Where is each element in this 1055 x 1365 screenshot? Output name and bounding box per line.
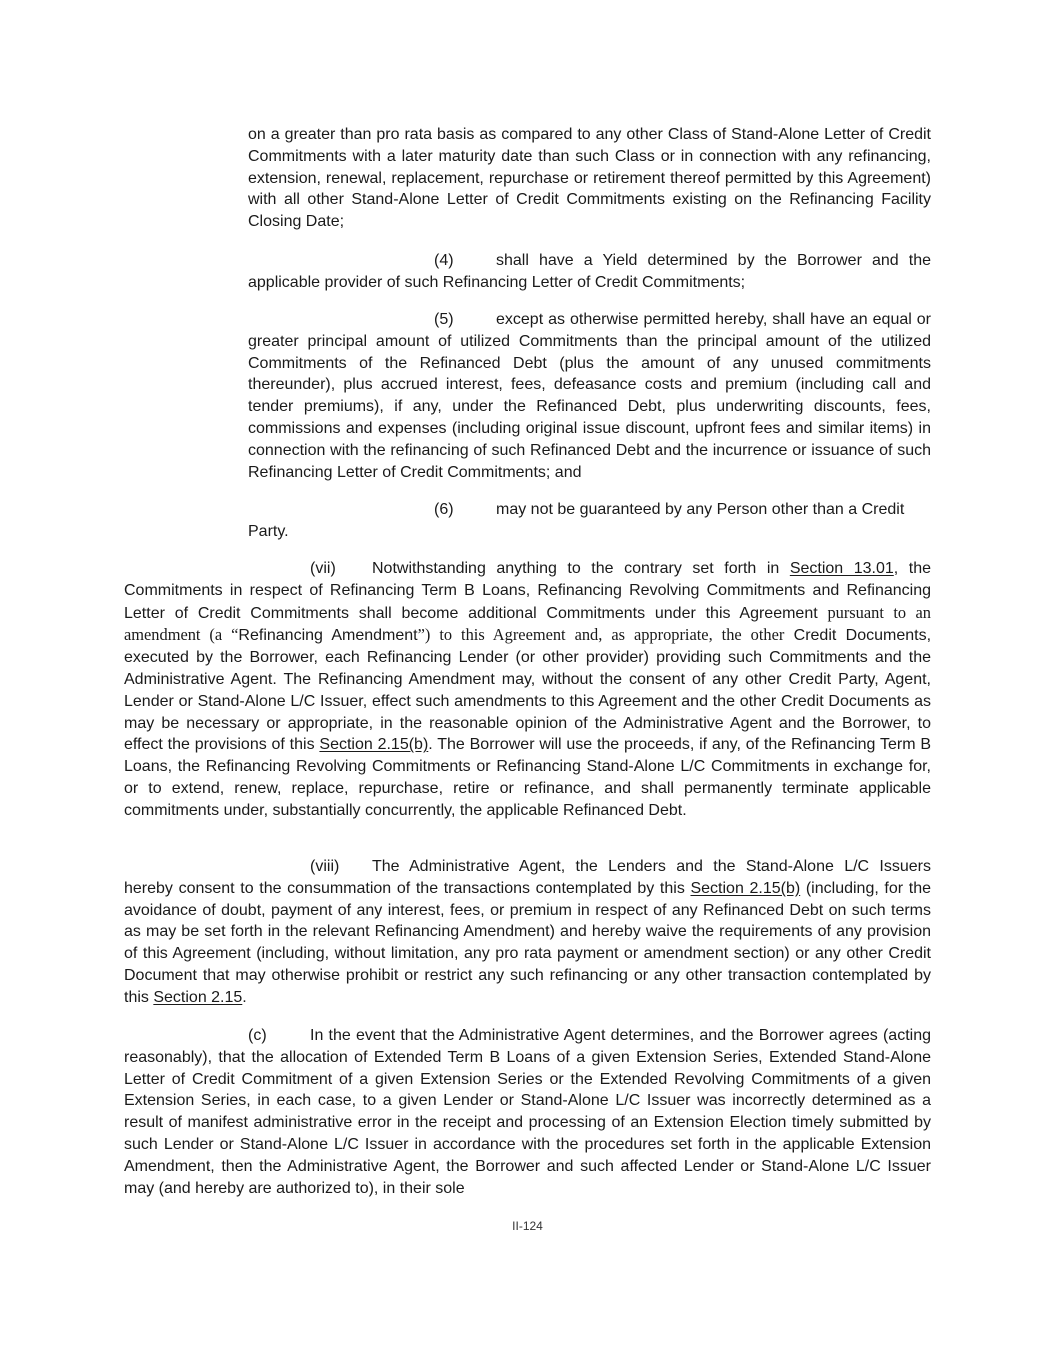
clause-text: (including, for the avoidance of doubt, payment of any interest, fees, or premium in respect of any Refinanced Debt on such terms as may be set forth in the relevant Refinancing Amendment) and hereby waive the requirements of any provision of this Agreement (including, without limitation, any pro rata payment or amendment section) or any other Credit Document that may otherwise prohibit or restrict any such refinancing or any other transaction contemplated by this	[124, 879, 932, 1006]
clause-text: may not be guaranteed by any Person other than a Credit	[496, 501, 905, 518]
clause-text: except as otherwise permitted hereby, shall have an equal or greater principal amount of utilized Commitments than the principal amount of the utilized Commitments of the Refinanced Debt (plus the amount of any unused commitments thereunder), plus accrued interest, fees, defeasance costs and premium (including call and tender premiums), if any, under the Refinanced Debt, plus underwriting discounts, fees, commissions and expenses (including original issue discount, upfront fees and similar items) in connection with the refinancing of such Refinanced Debt and the incurrence or issuance of such Refinancing Letter of Credit Commitments; and	[248, 311, 931, 481]
clause-number: (c)	[248, 1027, 267, 1044]
section-reference-link[interactable]: Section 2.15(b)	[690, 879, 801, 897]
clause-text: Credit Documents, executed by the Borrower, each Refinancing Lender (or other provider) providing such Commitments and the Administrative Agent. The Refinancing Amendment may, without the consent of any other Credit Party, Agent, Lender or Stand-Alone L/C Issuer, effect such amendments to this Agreement and the other Credit Documents as may be necessary or appropriate, in the reasonable opinion of the Administrative Agent and the Borrower, to effect the provisions of this	[124, 627, 932, 754]
clause-viii	[124, 856, 931, 1009]
section-reference-link[interactable]: Section 2.15	[153, 988, 243, 1006]
clause-5	[248, 309, 931, 483]
clause-text: In the event that the Administrative Agent determines, and the Borrower agrees (acting reasonably), that the allocation of Extended Term B Loans of a given Extension Series, Extended Stand-Alone Letter of Credit Commitment of a given Extension Series or the Extended Revolving Commitments of a given Extension Series, in each case, to a given Lender or Stand-Alone L/C Issuer was incorrectly determined as a result of manifest administrative error in the receipt and processing of an Extension Election timely submitted by such Lender or Stand-Alone L/C Issuer in accordance with the procedures set forth in the applicable Extension Amendment, then the Administrative Agent, the Borrower and such affected Lender or Stand-Alone L/C Issuer may (and hereby are authorized to), in their sole	[124, 1027, 931, 1197]
clause-number: (viii)	[310, 858, 340, 875]
clause-number: (6)	[434, 501, 454, 518]
clause-text: , the Commitments in respect of Refinancing Term B Loans, Refinancing Revolving Commitments and Refinancing Letter of Credit Commitments shall become additional Commitments under this Agreement	[124, 560, 932, 622]
clause-number: (4)	[434, 252, 454, 269]
clause-text: shall have a Yield determined by the Borrower and the applicable provider of such Refinancing Letter of Credit Commitments;	[248, 252, 931, 291]
paragraph-text: on a greater than pro rata basis as compared to any other Class of Stand-Alone Letter of Credit Commitments with a later maturity date than such Class or in connection with any refinancing, extension, renewal, replacement, repurchase or retirement thereof permitted by this Agreement) with all other Stand-Alone Letter of Credit Commitments existing on the Refinancing Facility Closing Date;	[248, 126, 931, 231]
clause-text-serif: ”) to this Agreement and, as appropriate, the other	[417, 625, 785, 645]
defined-term: Refinancing Amendment	[238, 627, 418, 645]
clause-number: (vii)	[310, 560, 336, 577]
paragraph-continuation	[248, 124, 931, 233]
section-reference-link[interactable]: Section 13.01	[789, 560, 894, 577]
clause-vii	[124, 558, 931, 822]
clause-number: (5)	[434, 311, 454, 328]
section-reference-link[interactable]: Section 2.15(b)	[319, 736, 429, 754]
clause-text-continuation: Party.	[248, 522, 289, 540]
clause-4	[248, 250, 931, 294]
clause-text: The Administrative Agent, the Lenders and the Stand-Alone L/C Issuers hereby consent to the consummation of the transactions contemplated by this	[124, 858, 931, 897]
clause-text: .	[242, 988, 247, 1006]
clause-text-serif: pursuant to an amendment (a “	[124, 602, 931, 645]
clause-6	[248, 499, 931, 543]
page-number: II-124	[512, 1219, 543, 1233]
clause-text: . The Borrower will use the proceeds, if any, of the Refinancing Term B Loans, the Refinancing Revolving Commitments or Refinancing Stand-Alone L/C Commitments in exchange for, or to extend, renew, replace, repurchase, retire or refinance, and shall permanently terminate applicable commitments under, substantially concurrently, the applicable Refinanced Debt.	[124, 736, 931, 819]
clause-text: Notwithstanding anything to the contrary set forth in	[372, 560, 790, 577]
clause-c	[124, 1025, 931, 1199]
